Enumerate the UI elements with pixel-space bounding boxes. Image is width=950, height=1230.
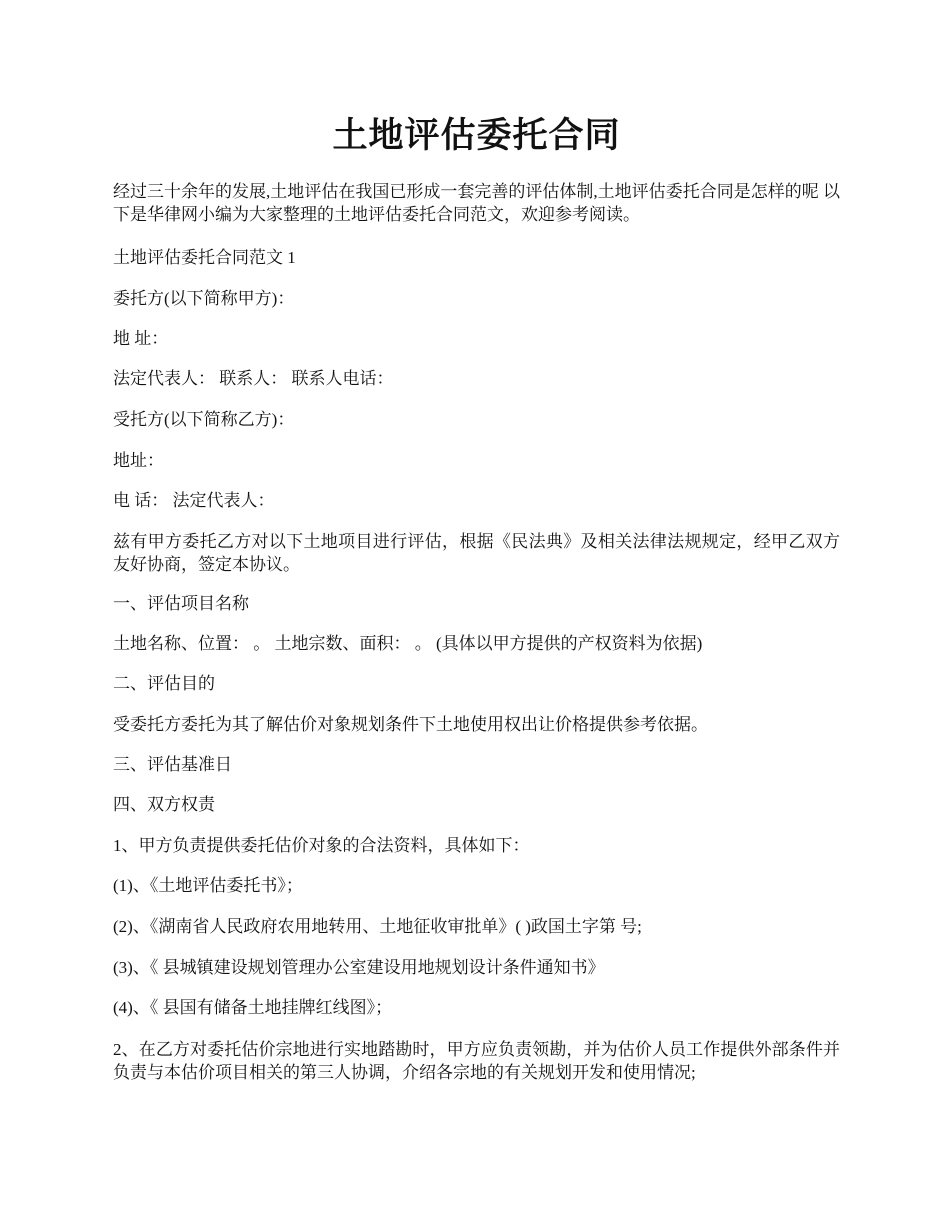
land-info-line: 土地名称、位置： 。 土地宗数、面积： 。 (具体以甲方提供的产权资料为依据)	[113, 634, 703, 653]
clause-heading-1: 一、评估项目名称	[113, 594, 249, 613]
responsibility-item-1: 1、甲方负责提供委托估价对象的合法资料，具体如下：	[113, 836, 530, 855]
clause-heading-4: 四、双方权责	[113, 795, 215, 814]
responsibility-item-2: 2、在乙方对委托估价宗地进行实地踏勘时，甲方应负责领勘，并为估价人员工作提供外部条件并负责与本估价项目相关的第三人协调，介绍各宗地的有关规划开发和使用情况;	[113, 1040, 840, 1082]
party-a-contact-line: 法定代表人： 联系人： 联系人电话：	[113, 369, 394, 388]
party-a-address-line: 地 址：	[113, 329, 169, 348]
clause-heading-3: 三、评估基准日	[113, 755, 232, 774]
clause-heading-2: 二、评估目的	[113, 674, 215, 693]
party-b-address-line: 地址：	[113, 451, 164, 470]
document-list-item-4: (4)、《 县国有储备土地挂牌红线图》；	[113, 998, 393, 1017]
document-title: 土地评估委托合同	[332, 116, 621, 155]
agreement-paragraph: 兹有甲方委托乙方对以下土地项目进行评估，根据《民法典》及相关法律法规规定，经甲乙双方友好协商，签定本协议。	[113, 532, 840, 574]
purpose-line: 受委托方委托为其了解估价对象规划条件下土地使用权出让价格提供参考依据。	[113, 715, 708, 734]
document-list-item-1: (1)、《土地评估委托书》；	[113, 876, 303, 895]
party-b-contact-line: 电 话： 法定代表人：	[113, 491, 275, 510]
section-heading-sample-1: 土地评估委托合同范文 1	[113, 248, 296, 267]
party-a-line: 委托方(以下简称甲方)：	[113, 289, 295, 308]
document-list-item-2: (2)、《湖南省人民政府农用地转用、土地征收审批单》( )政国土字第 号;	[113, 917, 642, 936]
document-list-item-3: (3)、《 县城镇建设规划管理办公室建设用地规划设计条件通知书》	[113, 958, 605, 977]
party-b-line: 受托方(以下简称乙方)：	[113, 410, 295, 429]
intro-paragraph: 经过三十余年的发展,土地评估在我国已形成一套完善的评估体制,土地评估委托合同是怎样的呢 以下是华律网小编为大家整理的土地评估委托合同范文，欢迎参考阅读。	[113, 182, 840, 224]
